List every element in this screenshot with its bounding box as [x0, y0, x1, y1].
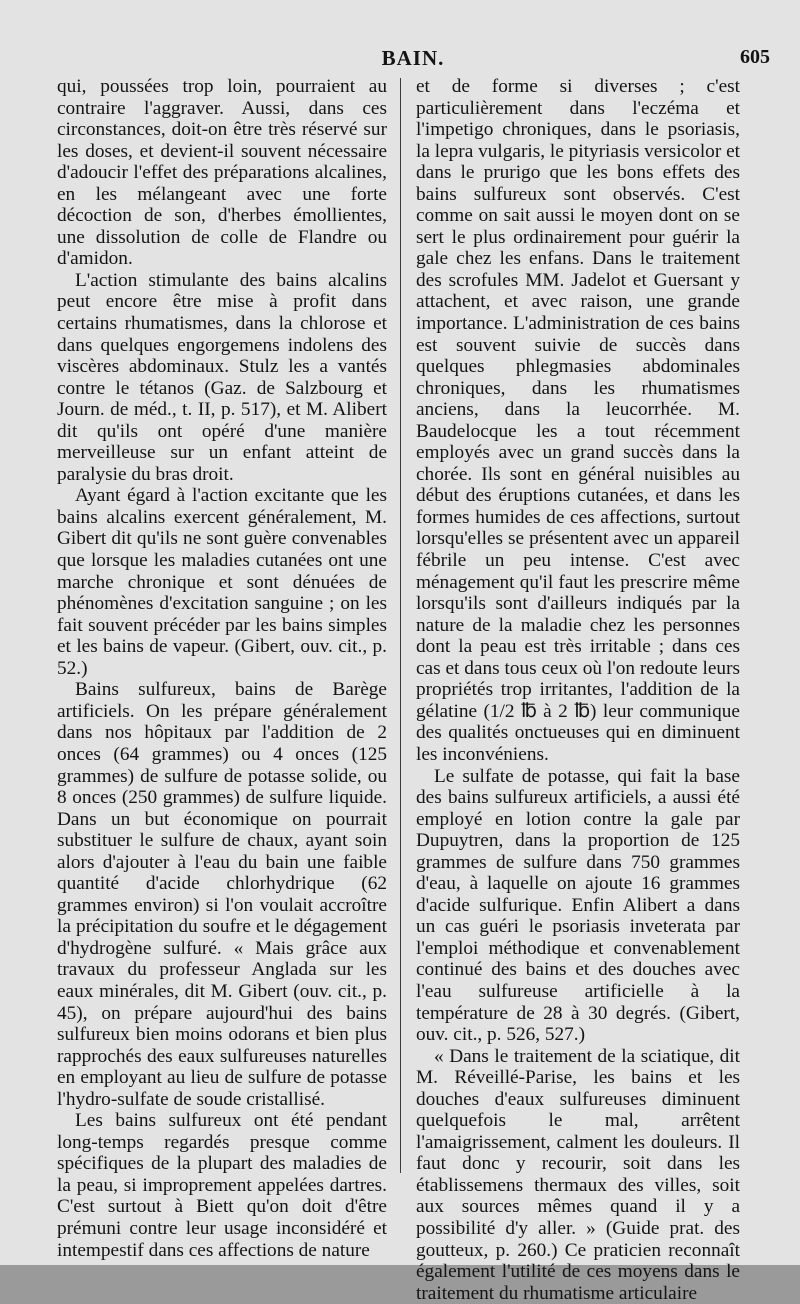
running-title: BAIN.: [381, 46, 445, 70]
paragraph: L'action stimulante des bains alcalins peut encore être mise à profit dans certains rhumatismes, dans la chlorose et dans quelques engorgemens indolens des viscères abdominaux. Stulz les a vantés contre le tétanos (Gaz. de Salzbourg et Journ. de méd., t. II, p. 517), et M. Alibert dit qu'ils ont opéré d'une manière merveilleuse sur un enfant atteint de paralysie du bras droit.: [57, 269, 387, 485]
paragraph: et de forme si diverses ; c'est particulièrement dans l'eczéma et l'impetigo chroniques, dans le psoriasis, la lepra vulgaris, le pityriasis versicolor et dans le prurigo que les bons effets des bains sulfureux sont observés. C'est comme on sait aussi le moyen dont on se sert le plus ordinairement pour guérir la gale chez les enfans. Dans le traitement des scrofules MM. Jadelot et Guersant y attachent, et avec raison, une grande importance. L'administration de ces bains est souvent suivie de succès dans quelques phlegmasies abdominales chroniques, dans les rhumatismes anciens, dans la leucorrhée. M. Baudelocque les a tout récemment employés avec un grand succès dans la chorée. Ils sont en général nuisibles au début des éruptions cutanées, et dans les formes humides de ces affections, surtout lorsqu'elles se présentent avec un appareil fébrile un peu intense. C'est avec ménagement qu'il faut les prescrire même lorsqu'ils sont d'ailleurs indiqués par la nature de la maladie chez les personnes dont la peau est très irritable ; dans ces cas et dans tous ceux où l'on redoute leurs propriétés trop irritantes, l'addition de la gélatine (1/2 ℔ à 2 ℔) leur communique des qualités onctueuses qui en diminuent les inconvéniens.: [416, 76, 740, 765]
paragraph: Bains sulfureux, bains de Barège artificiels. On les prépare généralement dans nos hôpitaux par l'addition de 2 onces (64 grammes) ou 4 onces (125 grammes) de sulfure de potasse solide, ou 8 onces (250 grammes) de sulfure liquide. Dans un but économique on pourrait substituer le sulfure de chaux, ayant soin alors d'ajouter à l'eau du bain une faible quantité d'acide chlorhydrique (62 grammes environ) si l'on voulait accroître la précipitation du soufre et le dégagement d'hydrogène sulfuré. « Mais grâce aux travaux du professeur Anglada sur les eaux minérales, dit M. Gibert (ouv. cit., p. 45), on prépare aujourd'hui des bains sulfureux bien moins odorans et bien plus rapprochés des eaux sulfureuses naturelles en employant au lieu de sulfure de potasse l'hydro-sulfate de soude cristallisé.: [57, 679, 387, 1110]
paragraph: Le sulfate de potasse, qui fait la base des bains sulfureux artificiels, a aussi été employé en lotion contre la gale par Dupuytren, dans la proportion de 125 grammes de sulfure dans 750 grammes d'eau, à laquelle on ajoute 16 grammes d'acide sulfurique. Enfin Alibert a dans un cas guéri le psoriasis inveterata par l'emploi méthodique et convenablement continué des bains et des douches avec l'eau sulfureuse artificielle à la température de 28 à 30 degrés. (Gibert, ouv. cit., p. 526, 527.): [416, 765, 740, 1046]
paragraph: « Dans le traitement de la sciatique, dit M. Réveillé-Parise, les bains et les douches d'eaux sulfureuses diminuent quelquefois le mal, arrêtent l'amaigrissement, calment les douleurs. Il faut donc y recourir, soit dans les établissemens thermaux des villes, soit aux sources mêmes quand il y a possibilité d'y aller. » (Guide prat. des goutteux, p. 260.) Ce praticien reconnaît également l'utilité de ces moyens dans le traitement du rhumatisme articulaire: [416, 1045, 740, 1304]
page-number: 605: [740, 46, 770, 68]
page-header: [56, 46, 770, 72]
paragraph: Les bains sulfureux ont été pendant long-temps regardés presque comme spécifiques de la plupart des maladies de la peau, si improprement appelées dartres. C'est surtout à Biett qu'on doit d'être prémuni contre leur usage inconsidéré et intempestif dans ces affections de nature: [57, 1110, 387, 1261]
right-column: [416, 76, 740, 1304]
column-divider: [400, 78, 401, 1173]
paragraph: qui, poussées trop loin, pourraient au contraire l'aggraver. Aussi, dans ces circonstances, doit-on être très réservé sur les doses, et devient-il souvent nécessaire d'adoucir l'effet des préparations alcalines, en les mélangeant avec une forte décoction de son, d'herbes émollientes, une dissolution de colle de Flandre ou d'amidon.: [57, 76, 387, 270]
left-column: [57, 76, 387, 1261]
paragraph: Ayant égard à l'action excitante que les bains alcalins exercent généralement, M. Gibert dit qu'ils ne sont guère convenables que lorsque les maladies cutanées ont une marche chronique et sont dénuées de phénomènes d'excitation sanguine ; on les fait souvent précéder par les bains simples et les bains de vapeur. (Gibert, ouv. cit., p. 52.): [57, 485, 387, 679]
